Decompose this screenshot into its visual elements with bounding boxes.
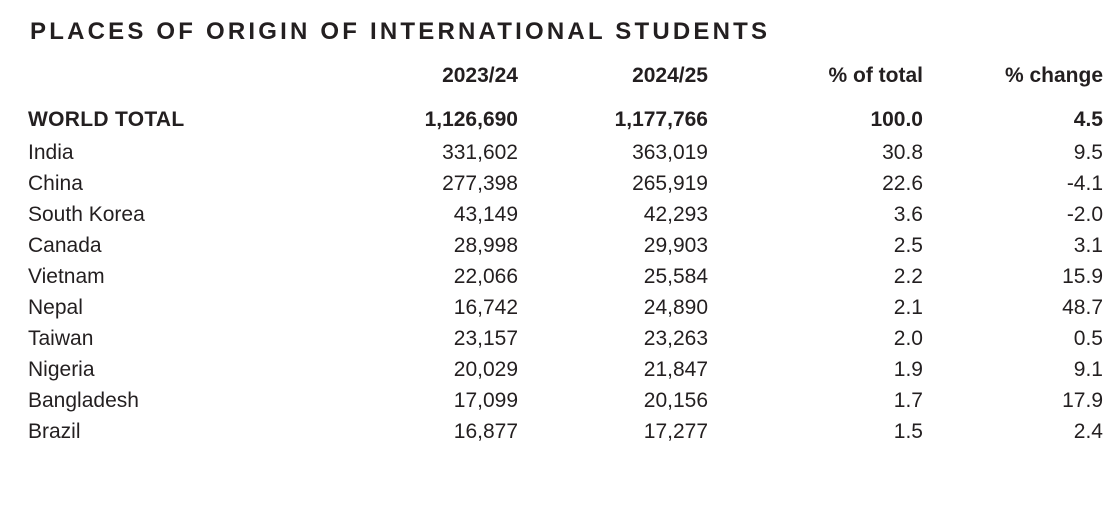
cell-year-curr: 25,584 [643, 265, 708, 288]
cell-country: Nepal [28, 296, 83, 319]
column-header-pct-total: % of total [828, 64, 923, 87]
cell-year-prev: 331,602 [442, 141, 518, 164]
cell-year-prev: 277,398 [442, 172, 518, 195]
cell-pct-total: 100.0 [870, 108, 923, 131]
cell-pct-total: 3.6 [893, 203, 923, 226]
cell-pct-change: 4.5 [1073, 108, 1103, 131]
table-row [28, 200, 1103, 231]
cell-year-curr: 363,019 [632, 141, 708, 164]
page-title: PLACES OF ORIGIN OF INTERNATIONAL STUDENTS [30, 18, 771, 45]
cell-year-curr: 24,890 [643, 296, 708, 319]
cell-year-prev: 20,029 [453, 358, 518, 381]
cell-country: Taiwan [28, 327, 94, 350]
cell-pct-total: 2.2 [893, 265, 923, 288]
cell-pct-total: 1.5 [893, 420, 923, 443]
cell-pct-change: 9.1 [1073, 358, 1103, 381]
cell-year-prev: 43,149 [453, 203, 518, 226]
cell-year-curr: 42,293 [643, 203, 708, 226]
cell-pct-change: 15.9 [1062, 265, 1103, 288]
cell-year-curr: 23,263 [643, 327, 708, 350]
cell-country: Bangladesh [28, 389, 139, 412]
cell-country: Vietnam [28, 265, 105, 288]
column-header-pct-change: % change [1004, 64, 1103, 87]
column-header-year-prev: 2023/24 [442, 64, 518, 87]
column-header-year-curr: 2024/25 [632, 64, 708, 87]
cell-year-curr: 21,847 [643, 358, 708, 381]
table-body [28, 102, 1103, 448]
cell-year-curr: 20,156 [643, 389, 708, 412]
table-row [28, 138, 1103, 169]
cell-pct-change: 48.7 [1062, 296, 1103, 319]
cell-pct-change: 0.5 [1073, 327, 1103, 350]
cell-country: Brazil [28, 420, 81, 443]
cell-year-curr: 29,903 [643, 234, 708, 257]
cell-year-curr: 265,919 [632, 172, 708, 195]
table-header-row [28, 64, 1103, 102]
table-row [28, 417, 1103, 448]
cell-country: India [28, 141, 74, 164]
cell-country: WORLD TOTAL [28, 108, 185, 131]
column-header-country [28, 64, 328, 102]
cell-pct-change: 3.1 [1073, 234, 1103, 257]
cell-pct-total: 2.5 [893, 234, 923, 257]
cell-year-prev: 28,998 [453, 234, 518, 257]
table-row [28, 324, 1103, 355]
cell-pct-change: 17.9 [1062, 389, 1103, 412]
table-row [28, 169, 1103, 200]
cell-year-prev: 23,157 [453, 327, 518, 350]
table-row [28, 262, 1103, 293]
cell-pct-change: 2.4 [1073, 420, 1103, 443]
cell-year-prev: 1,126,690 [424, 108, 518, 131]
table-row [28, 355, 1103, 386]
cell-pct-change: 9.5 [1073, 141, 1103, 164]
cell-pct-total: 2.1 [893, 296, 923, 319]
cell-country: Canada [28, 234, 102, 257]
cell-pct-total: 1.7 [893, 389, 923, 412]
cell-pct-total: 30.8 [882, 141, 923, 164]
table-row-world-total [28, 102, 1103, 138]
cell-pct-change: -4.1 [1066, 172, 1103, 195]
origin-table [28, 64, 1103, 448]
table-row [28, 293, 1103, 324]
cell-year-prev: 16,877 [453, 420, 518, 443]
cell-year-curr: 1,177,766 [614, 108, 708, 131]
cell-year-prev: 16,742 [453, 296, 518, 319]
cell-country: South Korea [28, 203, 145, 226]
table-header [28, 64, 1103, 102]
table-row [28, 231, 1103, 262]
cell-country: Nigeria [28, 358, 95, 381]
cell-pct-total: 1.9 [893, 358, 923, 381]
table-row [28, 386, 1103, 417]
cell-year-curr: 17,277 [643, 420, 708, 443]
cell-pct-total: 22.6 [882, 172, 923, 195]
cell-pct-change: -2.0 [1066, 203, 1103, 226]
cell-year-prev: 22,066 [453, 265, 518, 288]
cell-year-prev: 17,099 [453, 389, 518, 412]
cell-pct-total: 2.0 [893, 327, 923, 350]
cell-country: China [28, 172, 83, 195]
